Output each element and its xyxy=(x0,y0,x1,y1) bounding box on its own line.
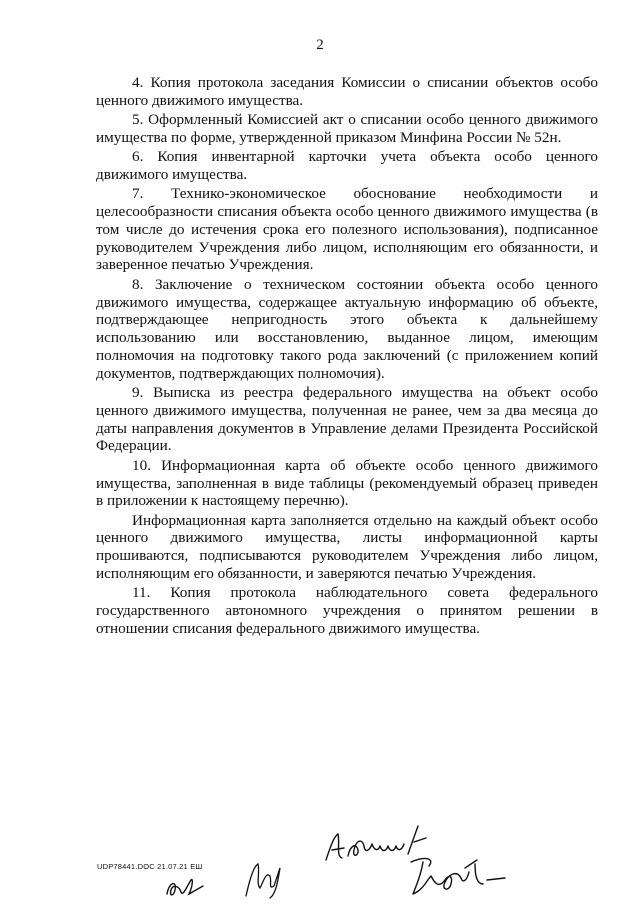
paragraph-item-10: 10. Информационная карта об объекте особо ценного движимого имущества, заполненная в виде таблицы (рекомендуемый образец приведен в приложении к настоящему перечню). xyxy=(96,456,598,510)
right-signature xyxy=(405,850,515,900)
paragraph-info-card-note: Информационная карта заполняется отдельно на каждый объект особо ценного движимого имущества, листы информационной карты прошиваются, подписываются руководителем Учреждения либо лицом, исполняющим его обязанности, и заверяются печатью Учреждения. xyxy=(96,511,598,583)
paragraph-item-6: 6. Копия инвентарной карточки учета объекта особо ценного движимого имущества. xyxy=(96,148,598,183)
paragraph-item-4: 4. Копия протокола заседания Комиссии о списании объектов особо ценного движимого имущества. xyxy=(96,74,598,109)
footer-doc-code: UDP78441.DOC 21.07.21 ЕШ xyxy=(97,862,203,871)
paragraph-item-11: 11. Копия протокола наблюдательного совета федерального государственного автономного учреждения о принятом решении в отношении списания федерального движимого имущества. xyxy=(96,584,598,637)
initials-signature xyxy=(163,872,213,902)
signature-area xyxy=(0,810,640,905)
page-number: 2 xyxy=(316,37,324,53)
paragraph-item-5: 5. Оформленный Комиссией акт о списании особо ценного движимого имущества по форме, утвержденной приказом Минфина России № 52н. xyxy=(96,111,598,146)
paragraph-item-8: 8. Заключение о техническом состоянии объекта особо ценного движимого имущества, содержащее актуальную информацию об объекте, подтверждающее непригодность этого объекта к дальнейшему использованию или восстановлению, выданное лицом, имеющим полномочия на подготовку такого рода заключений (с приложением копий документов, подтверждающих полномочия). xyxy=(96,275,598,382)
paragraph-item-7: 7. Технико-экономическое обоснование необходимости и целесообразности списания объекта особо ценного движимого имущества (в том числе до истечения срока его полезного использования), подписанное руководителем Учреждения либо лицом, исполняющим его обязанности, и заверенное печатью Учреждения. xyxy=(96,185,598,274)
center-signature xyxy=(240,858,290,900)
paragraph-item-9: 9. Выписка из реестра федерального имущества на объект особо ценного движимого имущества, полученная не ранее, чем за два месяца до даты направления документов в Управление делами Президента Российской Федерации. xyxy=(96,384,598,455)
document-body xyxy=(96,74,598,639)
